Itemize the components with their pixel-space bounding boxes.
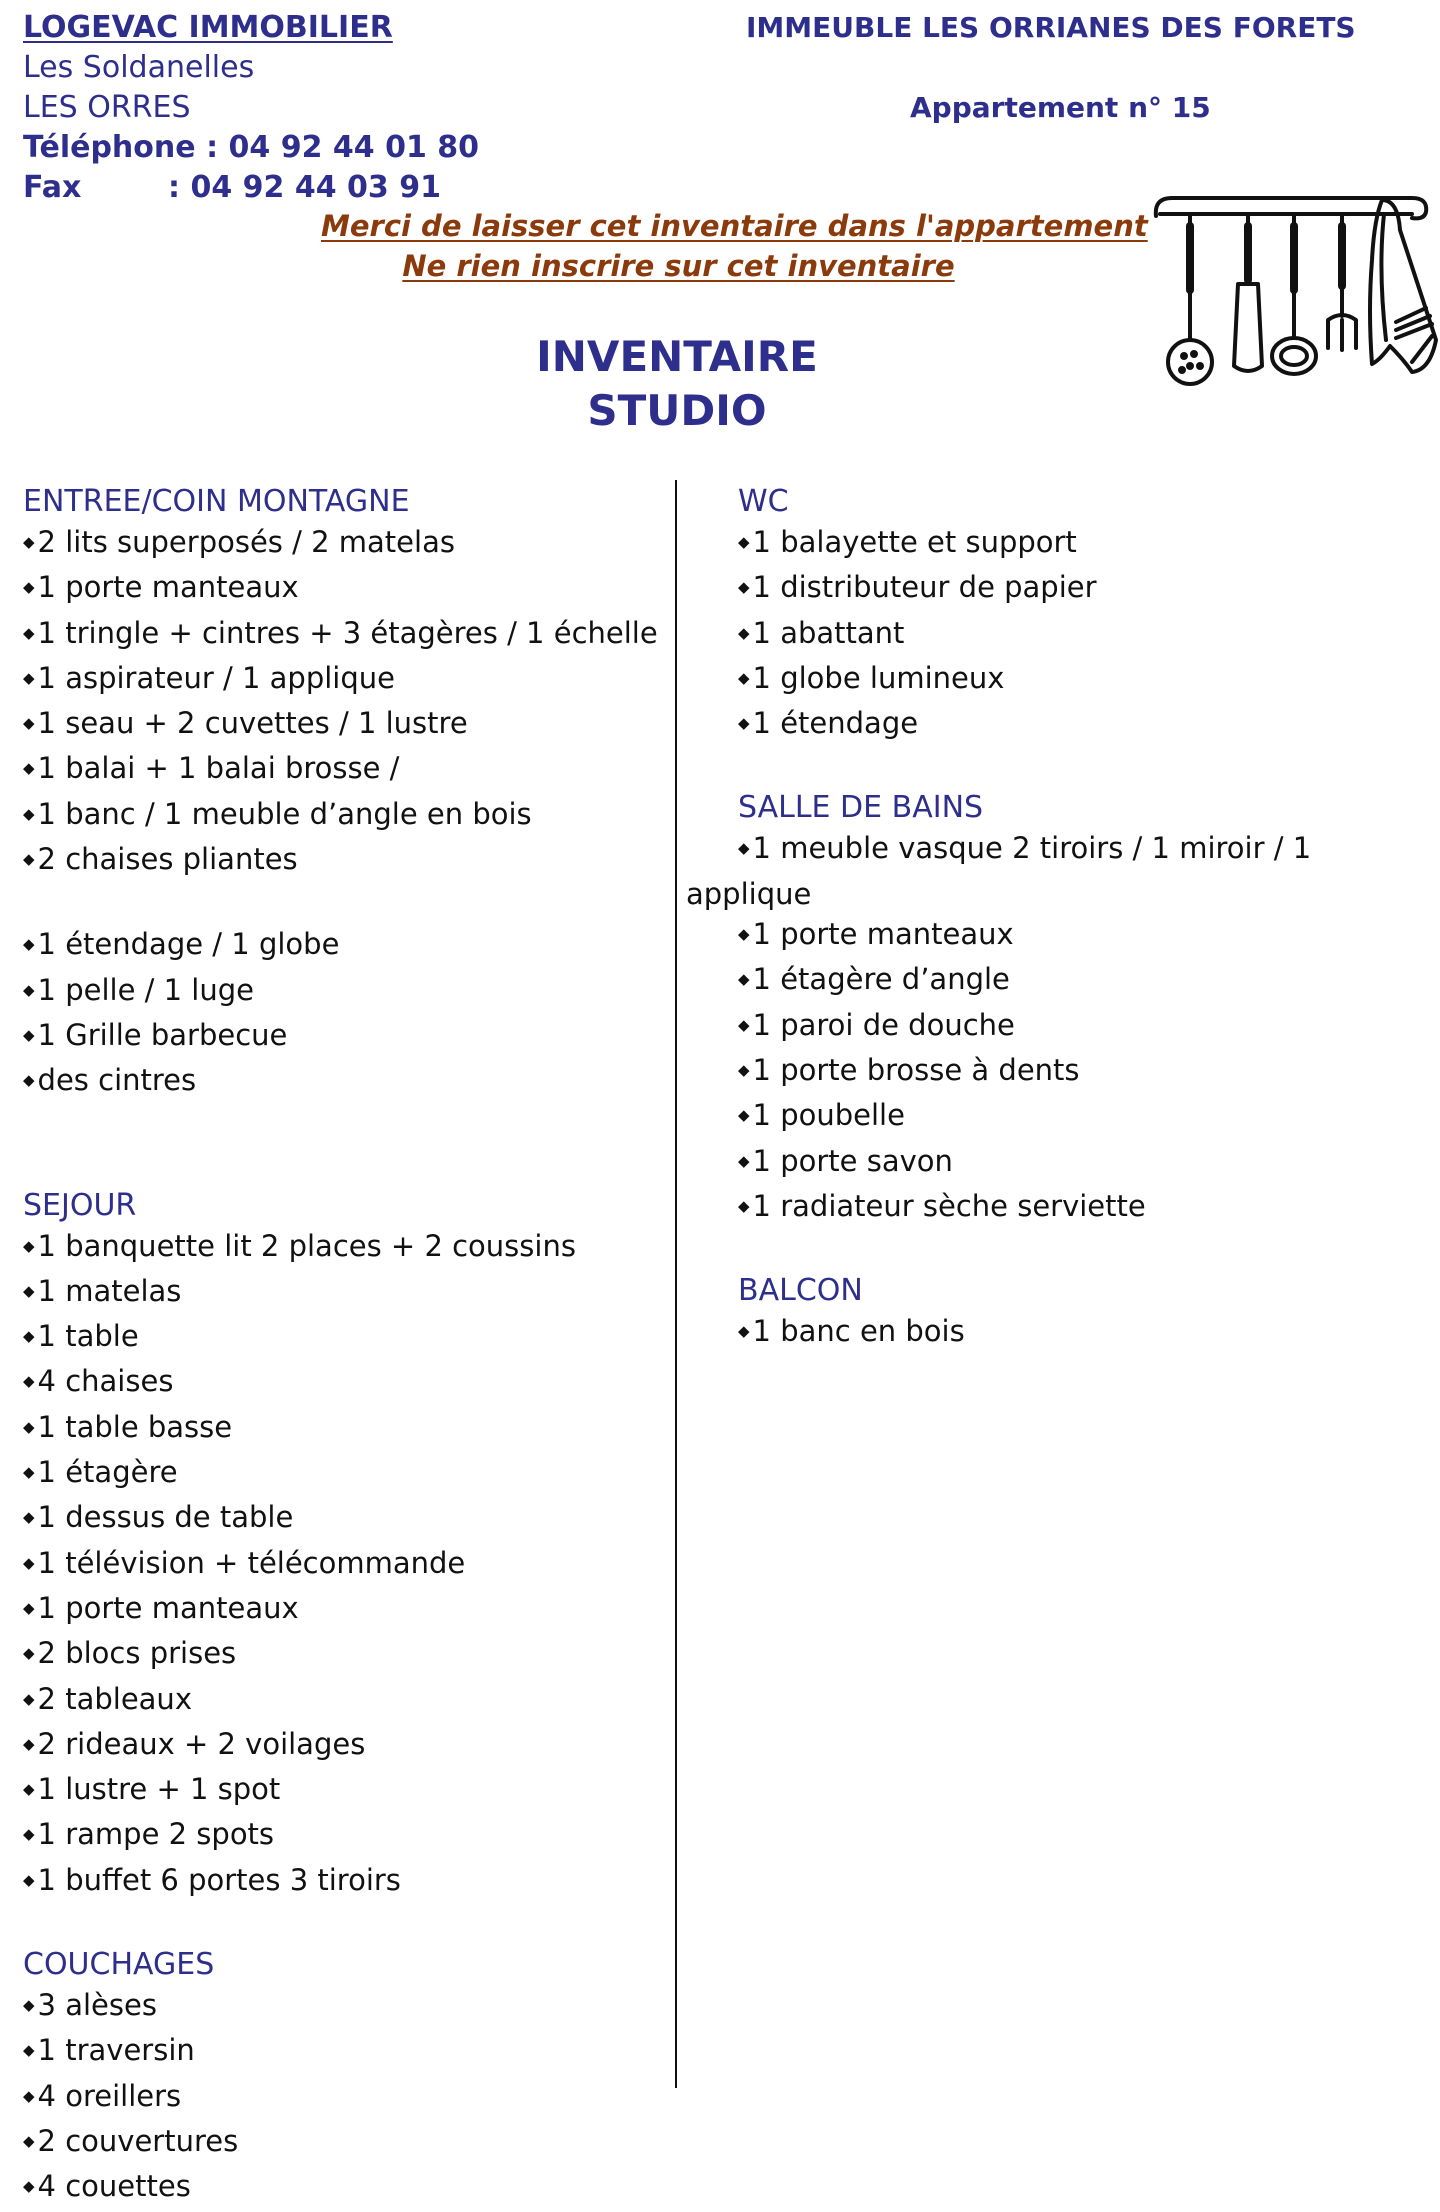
list-item: ◆ 1 étagère: [23, 1452, 663, 1497]
list-item: ◆ 1 poubelle: [738, 1095, 1416, 1140]
list-item: ◆ 1 meuble vasque 2 tiroirs / 1 miroir / 1: [738, 828, 1416, 873]
sejour-list: [23, 1226, 663, 1905]
list-item: ◆ 1 porte brosse à dents: [738, 1050, 1416, 1095]
address-line-1: Les Soldanelles: [23, 50, 255, 85]
list-item: ◆ 1 table: [23, 1316, 663, 1361]
phone-number: 04 92 44 01 80: [228, 130, 480, 165]
list-item: ◆ 1 balai + 1 balai brosse /: [23, 748, 663, 793]
left-column: [23, 482, 663, 2212]
list-item: ◆ 1 distributeur de papier: [738, 567, 1416, 612]
list-item: ◆ 1 table basse: [23, 1407, 663, 1452]
list-item: ◆ 2 lits superposés / 2 matelas: [23, 522, 663, 567]
building-name: IMMEUBLE LES ORRIANES DES FORETS: [746, 11, 1356, 44]
section-title-sejour: SEJOUR: [23, 1187, 137, 1223]
list-item: ◆ 3 alèses: [23, 1985, 663, 2030]
sdb-wrapped-text: applique: [686, 876, 812, 911]
section-title-balcon: BALCON: [738, 1273, 863, 1309]
list-item: ◆ 1 seau + 2 cuvettes / 1 lustre: [23, 703, 663, 748]
list-item: ◆ 1 porte manteaux: [23, 1588, 663, 1633]
column-divider: [675, 480, 677, 2088]
section-title-sdb: SALLE DE BAINS: [738, 790, 984, 826]
list-item: ◆ 1 banc / 1 meuble d’angle en bois: [23, 794, 663, 839]
couchages-list: [23, 1985, 663, 2211]
entree-list: [23, 522, 663, 884]
section-title-couchages: COUCHAGES: [23, 1947, 215, 1983]
list-item: ◆ 1 porte manteaux: [738, 914, 1416, 959]
balcon-list: [738, 1311, 1416, 1356]
notice-do-not-write: Ne rien inscrire sur cet inventaire: [402, 249, 955, 283]
list-item: ◆ 1 étendage: [738, 703, 1416, 748]
list-item: ◆ 1 télévision + télécommande: [23, 1543, 663, 1588]
company-name: LOGEVAC IMMOBILIER: [23, 10, 393, 45]
fax-row: [23, 168, 441, 208]
phone-row: [23, 128, 479, 168]
list-item: ◆ 1 banc en bois: [738, 1311, 1416, 1356]
list-item: ◆ 1 buffet 6 portes 3 tiroirs: [23, 1860, 663, 1905]
list-item: ◆ 1 lustre + 1 spot: [23, 1769, 663, 1814]
list-item: ◆ 1 porte savon: [738, 1141, 1416, 1186]
list-item: ◆ 2 rideaux + 2 voilages: [23, 1724, 663, 1769]
list-item: ◆ 1 dessus de table: [23, 1497, 663, 1542]
fax-number: 04 92 44 03 91: [190, 170, 441, 205]
fax-sep: :: [168, 170, 180, 205]
section-title-wc: WC: [738, 484, 789, 519]
list-item: ◆ des cintres: [23, 1060, 663, 1105]
list-item: ◆ 1 radiateur sèche serviette: [738, 1186, 1416, 1231]
list-item: ◆ 1 matelas: [23, 1271, 663, 1316]
page-title: INVENTAIRE: [536, 332, 818, 381]
list-item: ◆ 2 tableaux: [23, 1679, 663, 1724]
phone-sep: :: [206, 130, 219, 165]
list-item: ◆ 4 chaises: [23, 1361, 663, 1406]
phone-label: Téléphone: [23, 130, 196, 165]
list-item: ◆ 2 couvertures: [23, 2121, 663, 2166]
entree-list-2: [23, 924, 663, 1105]
apartment-number: Appartement n° 15: [910, 91, 1211, 124]
list-item: ◆ 1 paroi de douche: [738, 1005, 1416, 1050]
list-item: ◆ 1 étagère d’angle: [738, 959, 1416, 1004]
list-item: ◆ 2 chaises pliantes: [23, 839, 663, 884]
list-item: ◆ 1 balayette et support: [738, 522, 1416, 567]
list-item: ◆ 1 globe lumineux: [738, 658, 1416, 703]
list-item: ◆ 1 traversin: [23, 2030, 663, 2075]
list-item: ◆ 1 abattant: [738, 613, 1416, 658]
sdb-list: [738, 914, 1416, 1231]
list-item: ◆ 1 tringle + cintres + 3 étagères / 1 échelle: [23, 613, 663, 658]
list-item: ◆ 1 Grille barbecue: [23, 1015, 663, 1060]
list-item: ◆ 1 rampe 2 spots: [23, 1814, 663, 1859]
list-item: ◆ 2 blocs prises: [23, 1633, 663, 1678]
address-line-2: LES ORRES: [23, 90, 191, 125]
list-item: ◆ 1 aspirateur / 1 applique: [23, 658, 663, 703]
right-column: [686, 482, 1416, 1356]
list-item: ◆ 1 étendage / 1 globe: [23, 924, 663, 969]
notice-leave-inventory: Merci de laisser cet inventaire dans l'appartement: [321, 209, 1148, 243]
list-item: ◆ 4 couettes: [23, 2166, 663, 2211]
sdb-list-first: [738, 828, 1416, 873]
list-item: ◆ 4 oreillers: [23, 2076, 663, 2121]
list-item: ◆ 1 porte manteaux: [23, 567, 663, 612]
section-title-entree: ENTREE/COIN MONTAGNE: [23, 484, 410, 519]
fax-label: Fax: [23, 170, 82, 205]
kitchen-utensils-icon: [1150, 190, 1440, 405]
wc-list: [738, 522, 1416, 748]
list-item: ◆ 1 banquette lit 2 places + 2 coussins: [23, 1226, 663, 1271]
page-subtitle: STUDIO: [587, 386, 767, 435]
list-item: ◆ 1 pelle / 1 luge: [23, 970, 663, 1015]
